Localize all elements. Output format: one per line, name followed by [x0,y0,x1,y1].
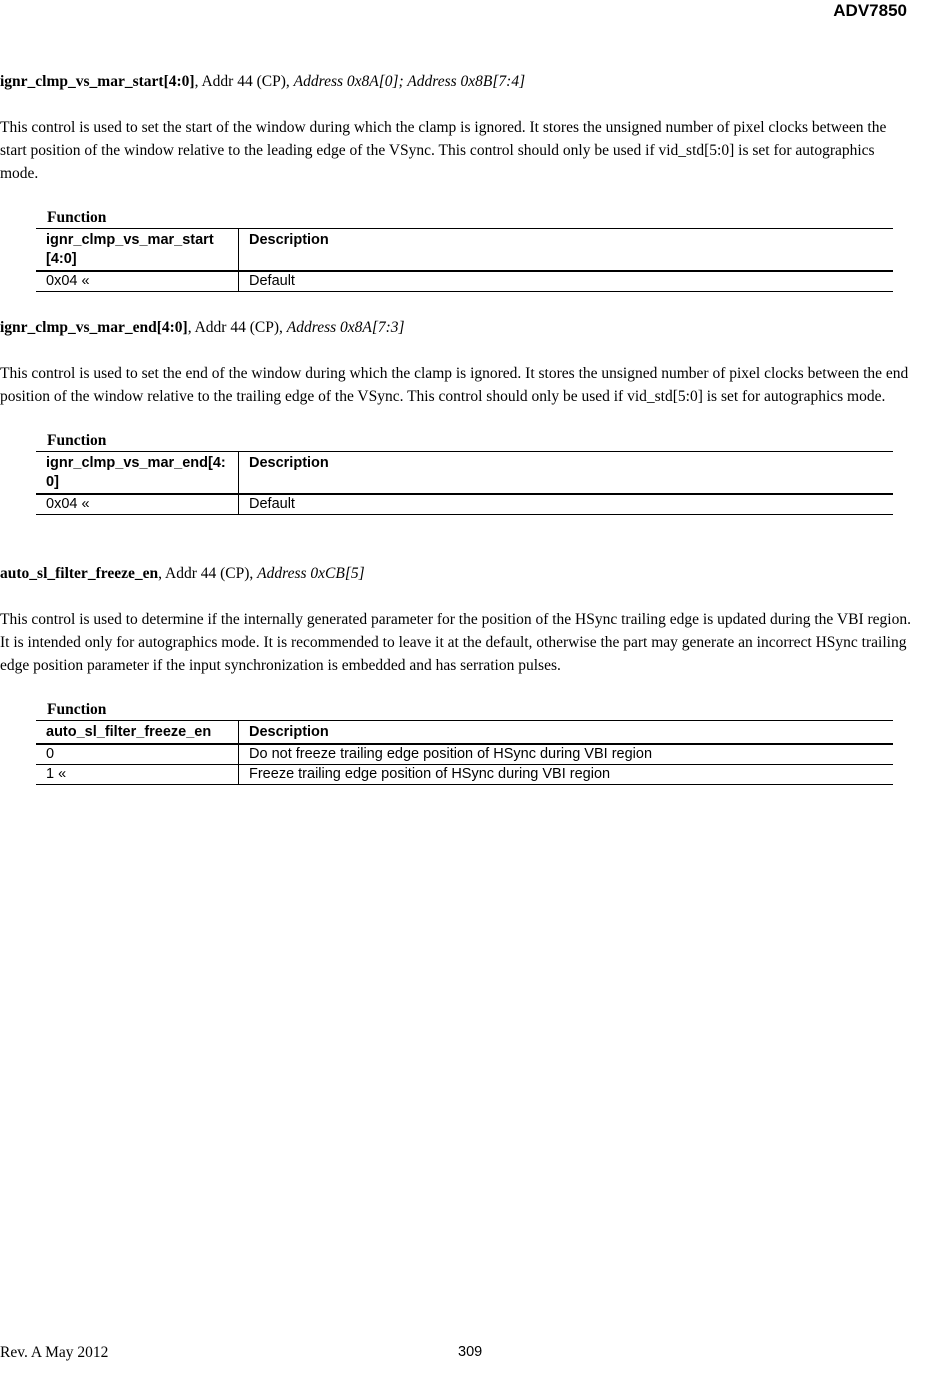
column-header-value: ignr_clmp_vs_mar_end[4:0] [36,452,239,495]
cell-value: 1 « [36,765,239,785]
register-addr: , Addr 44 (CP), [194,73,294,90]
cell-description: Default [239,271,894,292]
footer-revision: Rev. A May 2012 [0,1344,109,1361]
table-row [36,744,893,765]
register-bits: [4:0] [163,73,195,90]
column-header-value: auto_sl_filter_freeze_en [36,721,239,745]
cell-description: Default [239,494,894,515]
register-address: Address 0x8A[0]; Address 0x8B[7:4] [293,73,526,90]
register-name: ignr_clmp_vs_mar_start [0,73,164,90]
register-name: auto_sl_filter_freeze_en [0,565,159,582]
document-id: ADV7850 [833,1,907,20]
register-name: ignr_clmp_vs_mar_end [0,319,157,336]
table-row [36,271,893,292]
table-header-row [36,452,893,495]
register-heading [0,72,916,92]
function-label: Function [47,432,107,449]
table-row [36,765,893,785]
register-address: Address 0x8A[7:3] [286,319,405,336]
cell-value: 0x04 « [36,271,239,292]
function-table [36,228,893,292]
cell-description: Freeze trailing edge position of HSync during VBI region [239,765,894,785]
register-description: This control is used to set the end of the window during which the clamp is ignored. It stores the unsigned number of pixel clocks between the end position of the window relative to the trailing edge of the VSync. This control should only be used if vid_std[5:0] is set for autographics mode. [0,365,909,405]
register-addr: , Addr 44 (CP), [187,319,287,336]
page-number: 309 [458,1344,483,1360]
register-addr: , Addr 44 (CP), [158,565,258,582]
function-label: Function [47,209,107,226]
register-description: This control is used to set the start of the window during which the clamp is ignored. It stores the unsigned number of pixel clocks between the start position of the window relative to the leading edge of the VSync. This control should only be used if vid_std[5:0] is set for autographics mode. [0,119,887,182]
register-section-ignr-clmp-vs-mar-start [0,72,916,292]
table-header-row [36,721,893,745]
cell-value: 0x04 « [36,494,239,515]
column-header-description: Description [239,452,894,495]
column-header-description: Description [239,721,894,745]
register-description: This control is used to determine if the internally generated parameter for the position of the HSync trailing edge is updated during the VBI region. It is intended only for autographics mode. It is recommended to leave it at the default, otherwise the part may generate an incorrect HSync trailing edge position parameter if the input synchronization is embedded and has serration pulses. [0,611,911,674]
function-label: Function [47,701,107,718]
table-header-row [36,229,893,272]
register-address: Address 0xCB[5] [257,565,365,582]
register-section-auto-sl-filter-freeze-en [0,564,916,785]
register-bits: [4:0] [156,319,188,336]
column-header-value: ignr_clmp_vs_mar_start[4:0] [36,229,239,272]
table-row [36,494,893,515]
function-table [36,720,893,785]
register-section-ignr-clmp-vs-mar-end [0,318,916,515]
register-heading [0,564,916,584]
function-table [36,451,893,515]
cell-value: 0 [36,744,239,765]
cell-description: Do not freeze trailing edge position of HSync during VBI region [239,744,894,765]
register-heading [0,318,916,338]
column-header-description: Description [239,229,894,272]
